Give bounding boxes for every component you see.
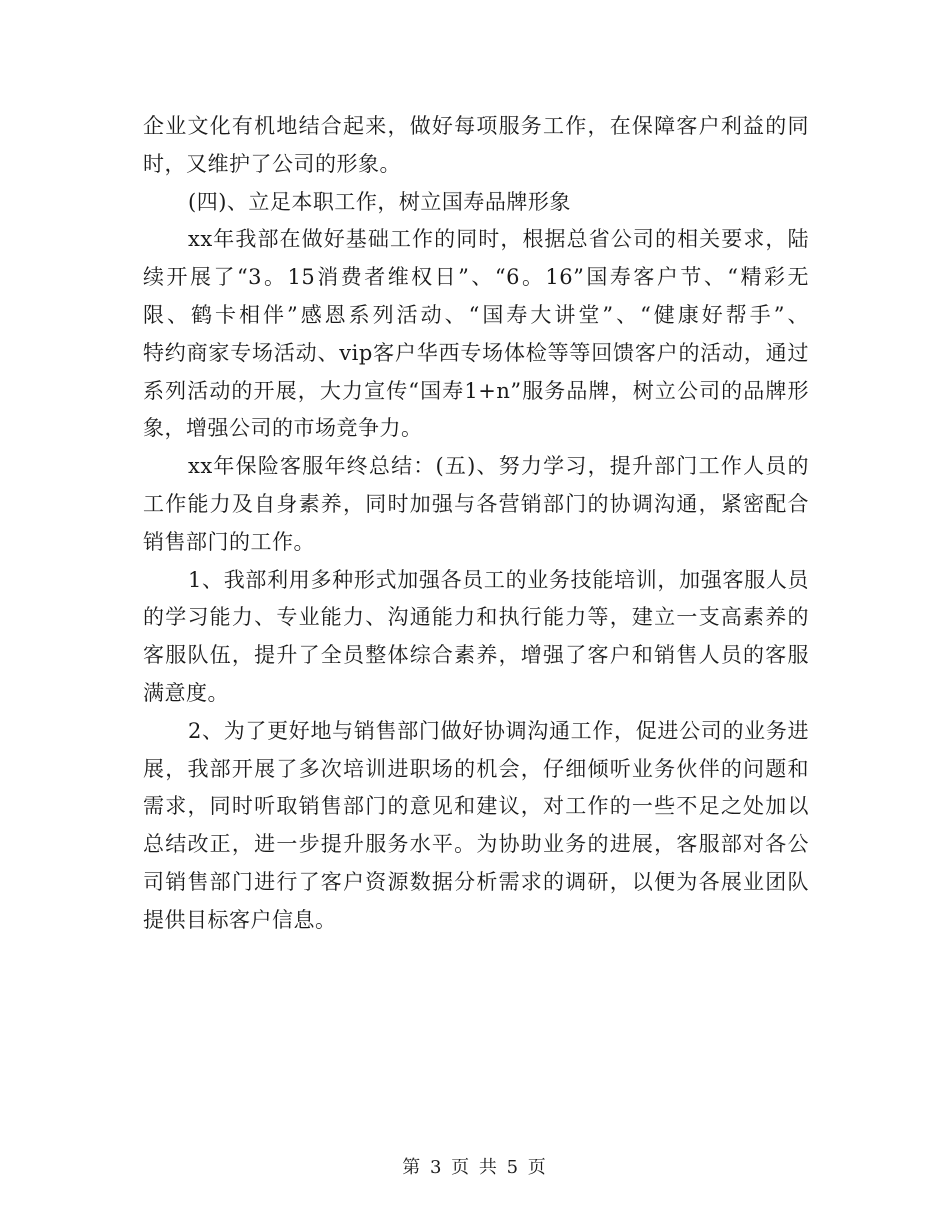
text-line: 的学习能力、专业能力、沟通能力和执行能力等，建立一支高素养的 — [143, 605, 809, 630]
text-line: 提供目标客户信息。 — [143, 907, 337, 932]
document-body — [143, 108, 809, 940]
text-line: 展，我部开展了多次培训进职场的机会，仔细倾听业务伙伴的问题和 — [143, 756, 809, 781]
text-line: 限、鹤卡相伴”感恩系列活动、“国寿大讲堂”、“健康好帮手”、 — [143, 302, 809, 327]
text-line: 需求，同时听取销售部门的意见和建议，对工作的一些不足之处加以 — [143, 794, 809, 819]
paragraph — [143, 562, 809, 713]
text-line: 满意度。 — [143, 680, 229, 705]
text-line: 总结改正，进一步提升服务水平。为协助业务的进展，客服部对各公 — [143, 832, 809, 857]
paragraph — [143, 713, 809, 940]
paragraph — [143, 221, 809, 448]
text-line: 特约商家专场活动、vip客户华西专场体检等等回馈客户的活动，通过 — [143, 340, 809, 365]
text-line: 司销售部门进行了客户资源数据分析需求的调研，以便为各展业团队 — [143, 869, 809, 894]
text-line: (四)、立足本职工作，树立国寿品牌形象 — [188, 189, 571, 214]
text-line: 续开展了“3。15消费者维权日”、“6。16”国寿客户节、“精彩无 — [143, 265, 809, 290]
text-line: 销售部门的工作。 — [143, 529, 315, 554]
text-line: 系列活动的开展，大力宣传“国寿1+n”服务品牌，树立公司的品牌形 — [143, 378, 809, 403]
text-line: xx年我部在做好基础工作的同时，根据总省公司的相关要求，陆 — [188, 227, 809, 252]
paragraph — [143, 184, 809, 222]
paragraph — [143, 448, 809, 561]
text-line: 时，又维护了公司的形象。 — [143, 151, 401, 176]
text-line: 工作能力及自身素养，同时加强与各营销部门的协调沟通，紧密配合 — [143, 491, 809, 516]
text-line: 客服队伍，提升了全员整体综合素养，增强了客户和销售人员的客服 — [143, 643, 809, 668]
text-line: 1、我部利用多种形式加强各员工的业务技能培训，加强客服人员 — [188, 567, 809, 592]
paragraph — [143, 108, 809, 184]
text-line: xx年保险客服年终总结：(五)、努力学习，提升部门工作人员的 — [188, 454, 809, 479]
text-line: 2、为了更好地与销售部门做好协调沟通工作，促进公司的业务进 — [188, 718, 809, 743]
page-number-footer: 第 3 页 共 5 页 — [402, 1157, 548, 1178]
text-line: 象，增强公司的市场竞争力。 — [143, 416, 423, 441]
text-line: 企业文化有机地结合起来，做好每项服务工作，在保障客户利益的同 — [143, 114, 809, 138]
